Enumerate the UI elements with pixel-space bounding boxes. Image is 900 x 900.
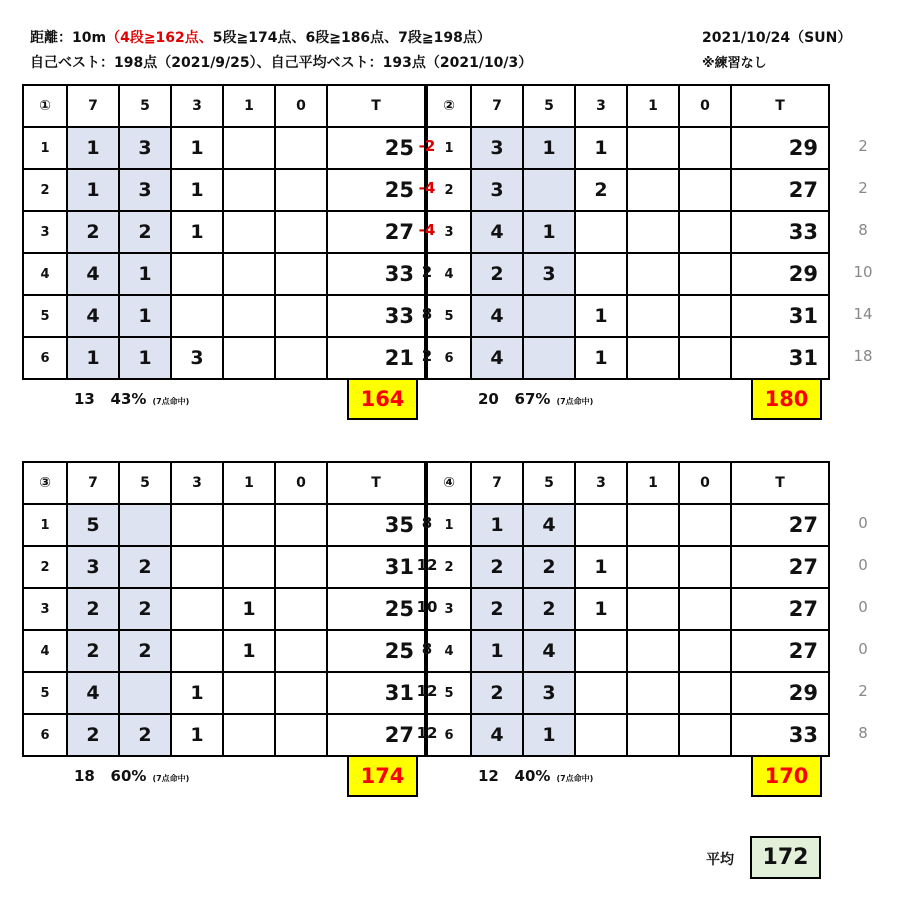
count-cell: 2 <box>119 211 171 253</box>
end-number: 1 <box>23 127 67 169</box>
count-cell <box>627 504 679 546</box>
count-cell: 1 <box>119 253 171 295</box>
end-number: 5 <box>23 295 67 337</box>
count-cell <box>223 127 275 169</box>
header-line-1 <box>30 27 491 47</box>
column-header: 1 <box>627 462 679 504</box>
end-total: 31 <box>731 337 829 379</box>
count-cell: 3 <box>523 672 575 714</box>
count-cell: 3 <box>67 546 119 588</box>
column-header: 5 <box>523 462 575 504</box>
table-row <box>23 211 425 253</box>
side-value: 2 <box>858 682 868 700</box>
column-header: 5 <box>119 85 171 127</box>
session-date: 2021/10/24（SUN） <box>702 30 852 46</box>
count-cell <box>627 169 679 211</box>
count-cell <box>223 504 275 546</box>
end-number: 4 <box>23 253 67 295</box>
count-cell: 1 <box>223 588 275 630</box>
count-cell: 1 <box>575 337 627 379</box>
column-header: 7 <box>471 462 523 504</box>
count-cell: 1 <box>171 211 223 253</box>
score-table <box>22 461 426 757</box>
count-cell: 2 <box>67 588 119 630</box>
count-cell: 4 <box>67 253 119 295</box>
count-cell <box>523 169 575 211</box>
hit-percent: 67% <box>514 390 551 408</box>
count-cell <box>627 295 679 337</box>
table-row <box>23 630 425 672</box>
round-total: 174 <box>347 755 418 797</box>
average-value: 172 <box>750 836 821 879</box>
column-header: T <box>327 85 425 127</box>
count-cell: 3 <box>471 169 523 211</box>
difference-value: 12 <box>416 556 438 574</box>
table-row <box>427 211 829 253</box>
column-header: T <box>327 462 425 504</box>
end-total: 33 <box>731 714 829 756</box>
end-number: 5 <box>427 672 471 714</box>
count-cell <box>223 337 275 379</box>
count-cell <box>627 630 679 672</box>
count-cell <box>679 546 731 588</box>
column-header: 7 <box>471 85 523 127</box>
count-cell <box>223 295 275 337</box>
round-label: ② <box>427 85 471 127</box>
round-label: ① <box>23 85 67 127</box>
table-row <box>23 337 425 379</box>
side-value: 2 <box>858 179 868 197</box>
round-total: 170 <box>751 755 822 797</box>
score-panel-1 <box>22 84 418 420</box>
count-cell: 2 <box>67 630 119 672</box>
count-cell: 4 <box>471 337 523 379</box>
hit-note: (7点命中) <box>152 774 190 783</box>
column-header: 3 <box>575 85 627 127</box>
end-total: 29 <box>731 127 829 169</box>
difference-value: 12 <box>416 682 438 700</box>
end-total: 27 <box>327 714 425 756</box>
count-cell: 2 <box>471 253 523 295</box>
column-header: 3 <box>171 462 223 504</box>
end-total: 35 <box>327 504 425 546</box>
hit-percent: 60% <box>110 767 147 785</box>
column-header: 0 <box>275 85 327 127</box>
end-total: 27 <box>731 630 829 672</box>
count-cell: 2 <box>119 714 171 756</box>
hit-count: 12 <box>478 767 499 785</box>
end-total: 31 <box>731 295 829 337</box>
count-cell <box>171 295 223 337</box>
end-total: 21 <box>327 337 425 379</box>
column-header: 7 <box>67 85 119 127</box>
round-label: ④ <box>427 462 471 504</box>
hit-stats <box>74 390 189 408</box>
hit-note: (7点命中) <box>556 397 594 406</box>
count-cell: 1 <box>575 295 627 337</box>
end-number: 2 <box>427 169 471 211</box>
count-cell <box>119 504 171 546</box>
side-value: 18 <box>853 347 873 365</box>
table-row <box>23 169 425 211</box>
count-cell <box>223 211 275 253</box>
count-cell <box>275 546 327 588</box>
count-cell <box>171 253 223 295</box>
count-cell <box>275 588 327 630</box>
count-cell <box>679 295 731 337</box>
distance-label: 距離：10m <box>30 30 107 46</box>
count-cell: 4 <box>67 295 119 337</box>
table-row <box>427 337 829 379</box>
table-row <box>23 588 425 630</box>
difference-value: 2 <box>421 263 433 281</box>
difference-value: 2 <box>421 347 433 365</box>
count-cell <box>275 253 327 295</box>
count-cell <box>223 714 275 756</box>
count-cell: 1 <box>575 127 627 169</box>
end-number: 1 <box>23 504 67 546</box>
count-cell: 4 <box>471 714 523 756</box>
end-number: 4 <box>23 630 67 672</box>
hit-note: (7点命中) <box>152 397 190 406</box>
count-cell: 1 <box>575 588 627 630</box>
end-total: 27 <box>731 504 829 546</box>
count-cell <box>679 672 731 714</box>
table-row <box>427 630 829 672</box>
count-cell: 1 <box>119 337 171 379</box>
count-cell: 4 <box>523 630 575 672</box>
end-total: 27 <box>731 169 829 211</box>
count-cell <box>575 672 627 714</box>
score-panel-4 <box>426 461 822 797</box>
count-cell: 1 <box>67 127 119 169</box>
count-cell <box>679 588 731 630</box>
difference-value: 8 <box>421 640 433 658</box>
table-row <box>427 295 829 337</box>
hit-count: 20 <box>478 390 499 408</box>
count-cell <box>575 630 627 672</box>
end-total: 25 <box>327 588 425 630</box>
count-cell <box>679 169 731 211</box>
end-total: 33 <box>327 295 425 337</box>
count-cell: 2 <box>119 630 171 672</box>
difference-value: 8 <box>421 305 433 323</box>
count-cell <box>627 546 679 588</box>
end-number: 5 <box>23 672 67 714</box>
count-cell <box>627 211 679 253</box>
count-cell: 2 <box>523 546 575 588</box>
count-cell: 1 <box>471 630 523 672</box>
count-cell <box>575 253 627 295</box>
table-row <box>23 253 425 295</box>
count-cell: 1 <box>171 672 223 714</box>
column-header: 1 <box>223 85 275 127</box>
column-header: 3 <box>575 462 627 504</box>
end-number: 2 <box>23 546 67 588</box>
difference-value: 10 <box>416 598 438 616</box>
count-cell <box>171 504 223 546</box>
difference-value: -2 <box>418 137 436 155</box>
end-number: 6 <box>427 714 471 756</box>
end-number: 6 <box>23 337 67 379</box>
column-header: 1 <box>223 462 275 504</box>
count-cell <box>223 169 275 211</box>
count-cell <box>275 504 327 546</box>
table-row <box>23 714 425 756</box>
side-value: 0 <box>858 640 868 658</box>
column-header: 0 <box>275 462 327 504</box>
difference-value: 12 <box>416 724 438 742</box>
end-total: 27 <box>731 546 829 588</box>
end-number: 3 <box>23 588 67 630</box>
side-value: 8 <box>858 221 868 239</box>
count-cell: 3 <box>471 127 523 169</box>
table-row <box>427 127 829 169</box>
count-cell <box>627 127 679 169</box>
round-total: 164 <box>347 378 418 420</box>
count-cell <box>275 211 327 253</box>
count-cell: 3 <box>119 127 171 169</box>
count-cell: 1 <box>471 504 523 546</box>
end-total: 25 <box>327 127 425 169</box>
hit-stats <box>74 767 189 785</box>
count-cell <box>575 714 627 756</box>
count-cell: 2 <box>67 211 119 253</box>
count-cell <box>627 253 679 295</box>
table-row <box>23 504 425 546</box>
column-header: 5 <box>119 462 171 504</box>
count-cell <box>275 337 327 379</box>
count-cell <box>275 630 327 672</box>
count-cell: 3 <box>523 253 575 295</box>
count-cell <box>275 127 327 169</box>
count-cell <box>275 295 327 337</box>
count-cell <box>223 546 275 588</box>
count-cell: 1 <box>67 337 119 379</box>
count-cell: 2 <box>119 588 171 630</box>
side-value: 0 <box>858 598 868 616</box>
end-number: 1 <box>427 504 471 546</box>
count-cell <box>523 337 575 379</box>
table-row <box>23 546 425 588</box>
count-cell <box>575 504 627 546</box>
count-cell <box>171 630 223 672</box>
difference-value: -4 <box>418 221 436 239</box>
count-cell: 2 <box>67 714 119 756</box>
count-cell <box>119 672 171 714</box>
count-cell: 1 <box>171 169 223 211</box>
score-table <box>426 84 830 380</box>
side-value: 0 <box>858 514 868 532</box>
end-total: 25 <box>327 169 425 211</box>
hit-stats <box>478 767 593 785</box>
score-panel-2 <box>426 84 822 420</box>
count-cell <box>679 337 731 379</box>
end-number: 6 <box>427 337 471 379</box>
column-header: T <box>731 85 829 127</box>
table-row <box>427 253 829 295</box>
count-cell: 1 <box>119 295 171 337</box>
count-cell: 2 <box>471 588 523 630</box>
side-value: 0 <box>858 556 868 574</box>
count-cell <box>679 630 731 672</box>
count-cell <box>627 714 679 756</box>
hit-stats <box>478 390 593 408</box>
count-cell: 3 <box>171 337 223 379</box>
end-total: 27 <box>327 211 425 253</box>
side-value: 14 <box>853 305 873 323</box>
count-cell: 2 <box>575 169 627 211</box>
threshold-4dan: （4段≧162点、 <box>106 30 213 46</box>
count-cell: 1 <box>223 630 275 672</box>
count-cell: 2 <box>471 672 523 714</box>
end-number: 2 <box>427 546 471 588</box>
end-number: 4 <box>427 630 471 672</box>
end-total: 31 <box>327 672 425 714</box>
table-row <box>427 169 829 211</box>
end-number: 2 <box>23 169 67 211</box>
count-cell <box>679 127 731 169</box>
table-row <box>427 546 829 588</box>
count-cell <box>223 253 275 295</box>
count-cell <box>275 714 327 756</box>
column-header: 0 <box>679 462 731 504</box>
hit-percent: 40% <box>514 767 551 785</box>
count-cell: 1 <box>171 127 223 169</box>
count-cell <box>679 253 731 295</box>
end-number: 6 <box>23 714 67 756</box>
end-total: 33 <box>327 253 425 295</box>
end-total: 33 <box>731 211 829 253</box>
count-cell <box>275 672 327 714</box>
count-cell: 1 <box>67 169 119 211</box>
side-value: 8 <box>858 724 868 742</box>
end-number: 5 <box>427 295 471 337</box>
count-cell <box>627 588 679 630</box>
score-panel-3 <box>22 461 418 797</box>
table-row <box>427 588 829 630</box>
count-cell: 1 <box>523 714 575 756</box>
end-total: 31 <box>327 546 425 588</box>
hit-note: (7点命中) <box>556 774 594 783</box>
threshold-rest: 5段≧174点、6段≧186点、7段≧198点） <box>212 30 491 46</box>
end-number: 3 <box>23 211 67 253</box>
count-cell: 4 <box>471 211 523 253</box>
count-cell: 1 <box>523 211 575 253</box>
side-value: 10 <box>853 263 873 281</box>
table-row <box>23 295 425 337</box>
count-cell: 2 <box>471 546 523 588</box>
end-total: 29 <box>731 253 829 295</box>
table-row <box>427 504 829 546</box>
end-number: 4 <box>427 253 471 295</box>
table-row <box>427 714 829 756</box>
count-cell: 1 <box>171 714 223 756</box>
count-cell <box>223 672 275 714</box>
round-total: 180 <box>751 378 822 420</box>
count-cell <box>275 169 327 211</box>
score-table <box>22 84 426 380</box>
end-number: 1 <box>427 127 471 169</box>
average-label: 平均 <box>706 852 734 868</box>
count-cell: 4 <box>523 504 575 546</box>
personal-best: 自己ベスト：198点（2021/9/25）、自己平均ベスト：193点（2021/10/3） <box>30 55 533 71</box>
hit-count: 13 <box>74 390 95 408</box>
table-row <box>23 672 425 714</box>
hit-percent: 43% <box>110 390 147 408</box>
end-number: 3 <box>427 588 471 630</box>
count-cell: 1 <box>523 127 575 169</box>
table-row <box>23 127 425 169</box>
end-total: 27 <box>731 588 829 630</box>
count-cell <box>627 672 679 714</box>
end-number: 3 <box>427 211 471 253</box>
column-header: 0 <box>679 85 731 127</box>
round-label: ③ <box>23 462 67 504</box>
count-cell: 2 <box>119 546 171 588</box>
count-cell <box>523 295 575 337</box>
column-header: T <box>731 462 829 504</box>
count-cell: 4 <box>471 295 523 337</box>
score-table <box>426 461 830 757</box>
count-cell <box>575 211 627 253</box>
end-total: 29 <box>731 672 829 714</box>
count-cell <box>171 546 223 588</box>
count-cell <box>679 504 731 546</box>
column-header: 1 <box>627 85 679 127</box>
count-cell: 2 <box>523 588 575 630</box>
column-header: 5 <box>523 85 575 127</box>
count-cell <box>679 714 731 756</box>
difference-value: -4 <box>418 179 436 197</box>
practice-note: ※練習なし <box>702 56 767 71</box>
count-cell: 3 <box>119 169 171 211</box>
count-cell: 1 <box>575 546 627 588</box>
table-row <box>427 672 829 714</box>
column-header: 3 <box>171 85 223 127</box>
count-cell <box>171 588 223 630</box>
count-cell <box>679 211 731 253</box>
count-cell: 4 <box>67 672 119 714</box>
end-total: 25 <box>327 630 425 672</box>
count-cell: 5 <box>67 504 119 546</box>
hit-count: 18 <box>74 767 95 785</box>
side-value: 2 <box>858 137 868 155</box>
difference-value: 8 <box>421 514 433 532</box>
column-header: 7 <box>67 462 119 504</box>
count-cell <box>627 337 679 379</box>
